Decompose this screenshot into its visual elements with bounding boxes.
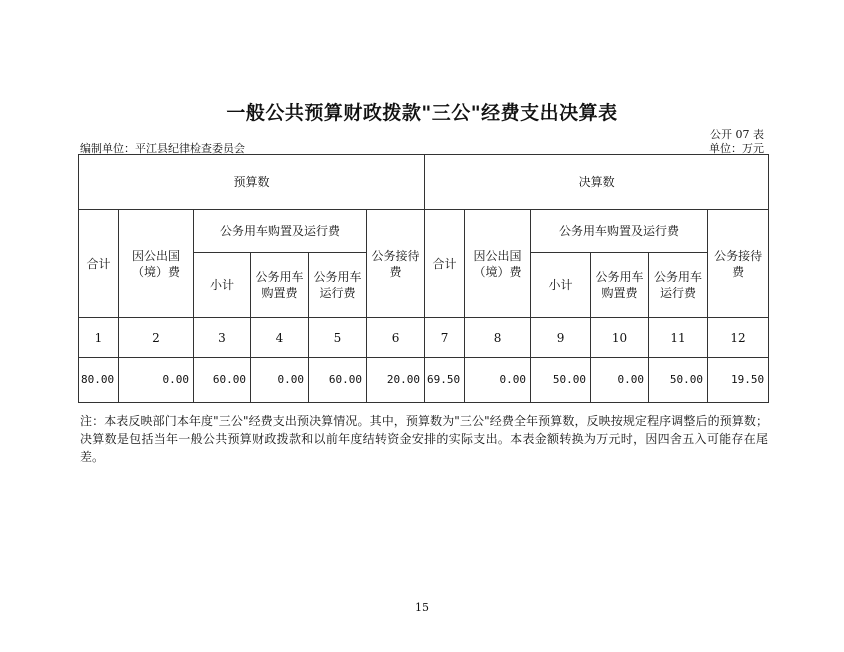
table-code: 公开 07 表 [710, 128, 764, 141]
value-cell: 50.00 [531, 358, 591, 403]
column-number: 12 [708, 318, 769, 358]
column-number: 2 [119, 318, 194, 358]
value-cell: 80.00 [79, 358, 119, 403]
header-purchase-budget: 公务用车购置费 [251, 253, 309, 318]
three-public-expenses-table [78, 154, 769, 403]
header-subtotal-final: 小计 [531, 253, 591, 318]
value-cell: 20.00 [367, 358, 425, 403]
header-abroad-final: 因公出国（境）费 [465, 210, 531, 318]
value-cell: 0.00 [119, 358, 194, 403]
table-note: 注：本表反映部门本年度"三公"经费支出预决算情况。其中，预算数为"三公"经费全年预算数，反映按规定程序调整后的预算数；决算数是包括当年一般公共预算财政拨款和以前年度结转资金安排的实际支出。本表金额转换为万元时，因四舍五入可能存在尾差。 [80, 414, 768, 464]
column-number: 1 [79, 318, 119, 358]
header-reception-budget: 公务接待费 [367, 210, 425, 318]
value-cell: 69.50 [425, 358, 465, 403]
column-number: 7 [425, 318, 465, 358]
header-vehicle-final: 公务用车购置及运行费 [531, 210, 708, 253]
value-cell: 0.00 [251, 358, 309, 403]
column-number: 10 [591, 318, 649, 358]
value-cell: 50.00 [649, 358, 708, 403]
header-total-final: 合计 [425, 210, 465, 318]
column-number: 3 [194, 318, 251, 358]
column-number: 9 [531, 318, 591, 358]
column-number: 4 [251, 318, 309, 358]
value-cell: 60.00 [194, 358, 251, 403]
compiling-unit: 编制单位：平江县纪律检查委员会 [80, 142, 245, 155]
page-number: 15 [415, 601, 429, 614]
header-abroad-budget: 因公出国（境）费 [119, 210, 194, 318]
header-vehicle-budget: 公务用车购置及运行费 [194, 210, 367, 253]
value-cell: 0.00 [465, 358, 531, 403]
header-subtotal-budget: 小计 [194, 253, 251, 318]
header-budget: 预算数 [79, 155, 425, 210]
header-reception-final: 公务接待费 [708, 210, 769, 318]
header-final: 决算数 [425, 155, 769, 210]
currency-unit: 单位：万元 [709, 142, 764, 155]
header-operation-budget: 公务用车运行费 [309, 253, 367, 318]
header-total-budget: 合计 [79, 210, 119, 318]
column-number: 8 [465, 318, 531, 358]
table-row [79, 358, 769, 403]
column-number: 5 [309, 318, 367, 358]
value-cell: 19.50 [708, 358, 769, 403]
page-title: 一般公共预算财政拨款"三公"经费支出决算表 [226, 102, 618, 124]
value-cell: 60.00 [309, 358, 367, 403]
column-number: 6 [367, 318, 425, 358]
value-cell: 0.00 [591, 358, 649, 403]
column-number: 11 [649, 318, 708, 358]
header-purchase-final: 公务用车购置费 [591, 253, 649, 318]
column-number-row [79, 318, 769, 358]
header-operation-final: 公务用车运行费 [649, 253, 708, 318]
